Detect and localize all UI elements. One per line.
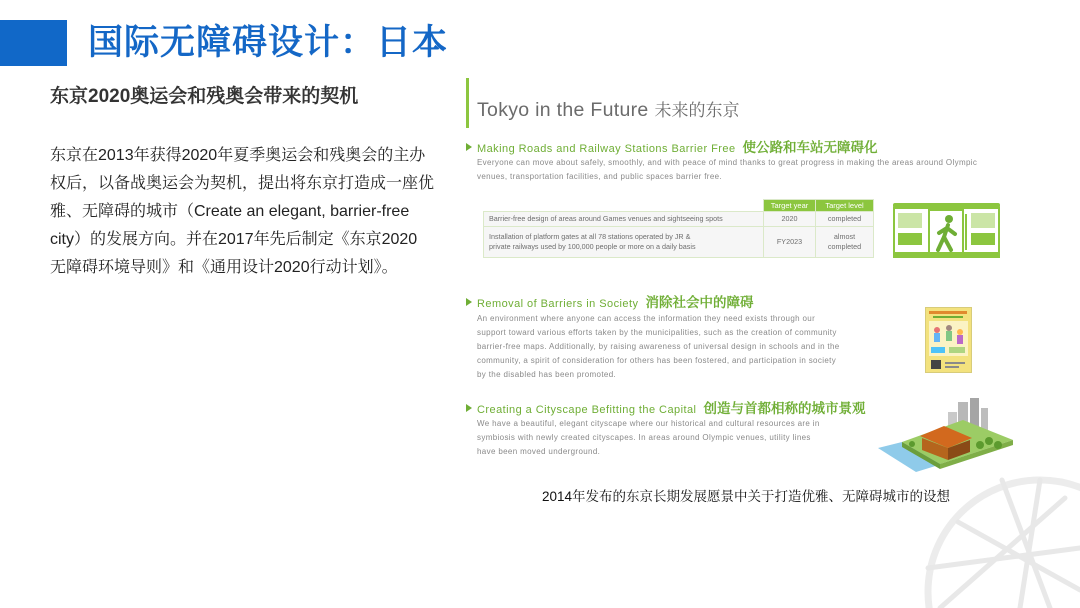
description-line: barrier-free maps. Additionally, by raising awareness of universal design in schools and in the bbox=[477, 342, 840, 351]
description-line: venues, transportation facilities, and public spaces barrier free. bbox=[477, 172, 722, 181]
description-line: We have a beautiful, elegant cityscape where our historical and cultural resources are in bbox=[477, 419, 820, 428]
cell-line: completed bbox=[827, 242, 862, 251]
description-line: support toward various efforts taken by the municipalities, such as the creation of community bbox=[477, 328, 837, 337]
description-line: by the disabled has been promoted. bbox=[477, 370, 617, 379]
section-title-zh: 创造与首都相称的城市景观 bbox=[703, 401, 866, 416]
body-line: 无障碍环境导则》和《通用设计2020行动计划》。 bbox=[50, 259, 398, 276]
cell-line: completed bbox=[827, 214, 862, 223]
table-row bbox=[484, 212, 874, 227]
description-line: have been moved underground. bbox=[477, 447, 601, 456]
targets-table bbox=[483, 199, 874, 258]
table-cell-year: FY2023 bbox=[764, 227, 816, 258]
section-title-en: Making Roads and Railway Stations Barrier Free bbox=[477, 143, 736, 155]
table-header-row bbox=[484, 200, 874, 212]
cell-line: Installation of platform gates at all 78 stations operated by JR & bbox=[489, 232, 691, 241]
triangle-bullet-icon bbox=[466, 298, 472, 306]
table-row bbox=[484, 227, 874, 258]
section-description-society bbox=[477, 312, 840, 382]
table-cell-level bbox=[816, 212, 874, 227]
booklet-cover-image bbox=[925, 307, 972, 373]
cell-line: almost bbox=[833, 232, 856, 241]
table-header-blank bbox=[484, 200, 764, 212]
figure-heading bbox=[477, 97, 740, 125]
section-heading-society bbox=[466, 295, 753, 311]
section-title-en: Removal of Barriers in Society bbox=[477, 298, 639, 310]
body-line: 权后，以备战奥运会为契机，提出将东京打造成一座优 bbox=[50, 175, 435, 192]
figure-caption: 2014年发布的东京长期发展愿景中关于打造优雅、无障碍城市的设想 bbox=[541, 489, 951, 504]
table-cell-item bbox=[484, 227, 764, 258]
star-circle-decoration bbox=[900, 440, 1080, 608]
table-header-target-year: Target year bbox=[764, 200, 816, 212]
section-description-cityscape bbox=[477, 417, 820, 459]
table-cell-year: 2020 bbox=[764, 212, 816, 227]
section-title-zh: 消除社会中的障碍 bbox=[645, 295, 754, 310]
slide-title: 国际无障碍设计：日本 bbox=[88, 23, 449, 62]
section-heading-roads bbox=[466, 140, 878, 156]
description-line: symbiosis with newly created cityscapes. In areas around Olympic venues, utility lines bbox=[477, 433, 811, 442]
figure-heading-en: Tokyo in the Future bbox=[477, 99, 649, 121]
section-title-en: Creating a Cityscape Befitting the Capital bbox=[477, 404, 697, 416]
cell-line: Barrier-free design of areas around Games venues and sightseeing spots bbox=[489, 214, 723, 223]
title-accent-bar bbox=[0, 20, 67, 66]
cell-line: private railways used by 100,000 people or more on a daily basis bbox=[489, 242, 696, 251]
table-header-target-level: Target level bbox=[816, 200, 874, 212]
table-cell-level bbox=[816, 227, 874, 258]
slide-subtitle: 东京2020奥运会和残奥会带来的契机 bbox=[50, 86, 359, 107]
body-line: 雅、无障碍的城市（Create an elegant, barrier-free bbox=[50, 203, 410, 220]
triangle-bullet-icon bbox=[466, 404, 472, 412]
figure-heading-zh: 未来的东京 bbox=[654, 101, 740, 120]
body-line: 东京在2013年获得2020年夏季奥运会和残奥会的主办 bbox=[50, 147, 426, 164]
train-pedestrian-illustration bbox=[893, 200, 1000, 262]
description-line: Everyone can move about safely, smoothly, and with peace of mind thanks to great progress in making the areas around Olympic bbox=[477, 158, 978, 167]
section-description-roads bbox=[477, 156, 977, 184]
figure-accent-line bbox=[466, 78, 469, 128]
table-cell-item bbox=[484, 212, 764, 227]
triangle-bullet-icon bbox=[466, 143, 472, 151]
body-paragraph bbox=[50, 142, 434, 282]
description-line: An environment where anyone can access the information they need exists through our bbox=[477, 314, 816, 323]
body-line: city）的发展方向。并在2017年先后制定《东京2020 bbox=[50, 231, 418, 248]
description-line: community, a spirit of consideration for others has been fostered, and participation in society bbox=[477, 356, 837, 365]
section-heading-cityscape bbox=[466, 401, 865, 417]
section-title-zh: 使公路和车站无障碍化 bbox=[742, 140, 878, 155]
